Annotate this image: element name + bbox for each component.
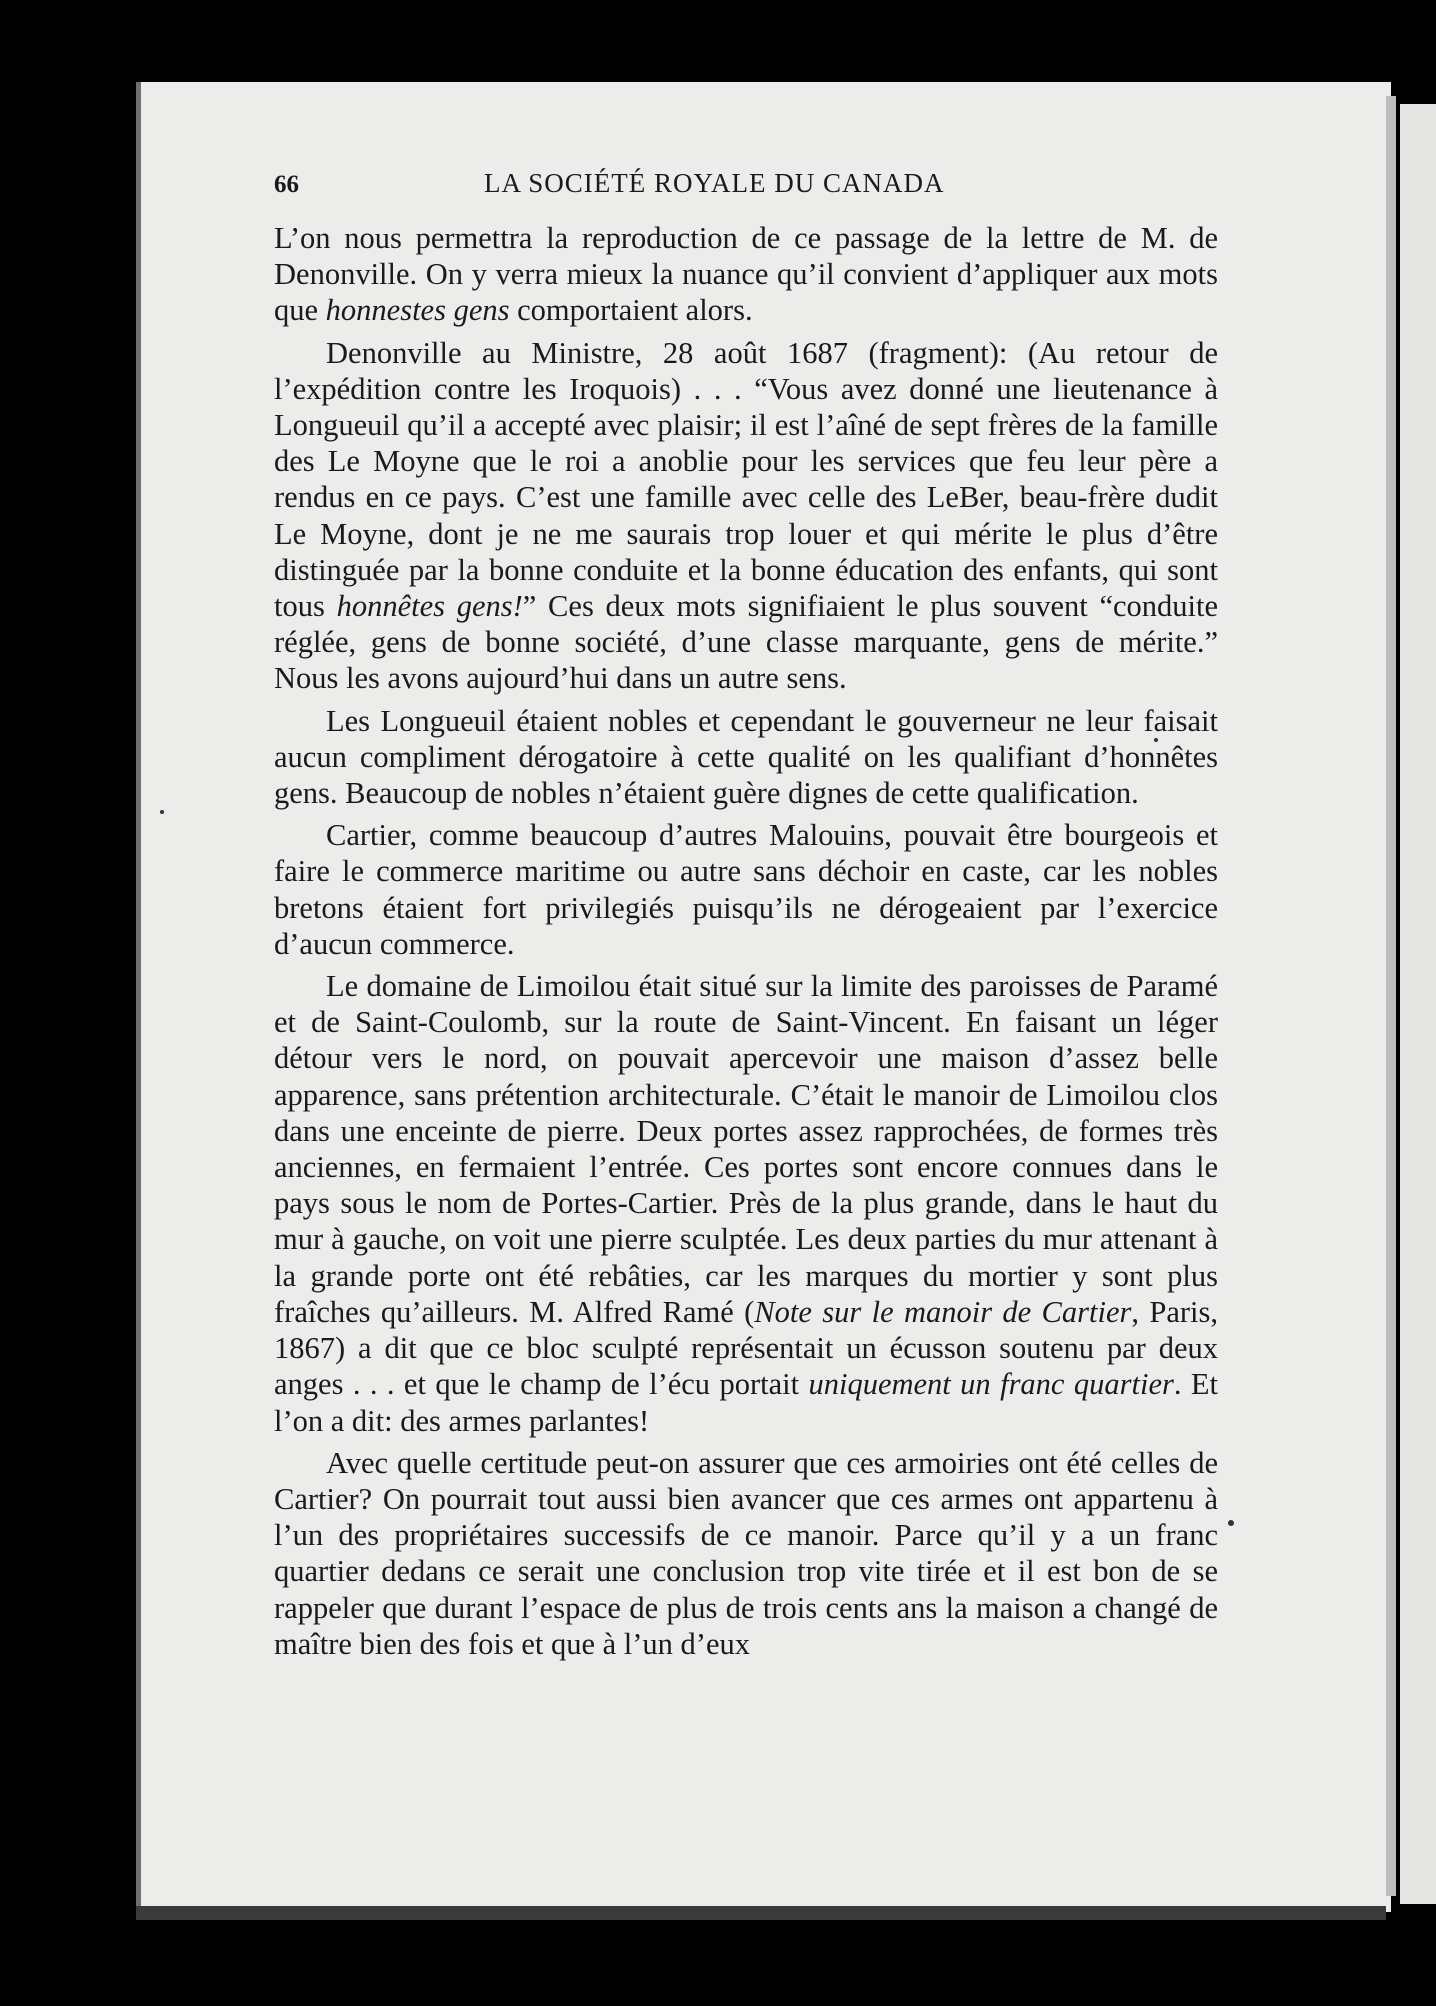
paragraph-6: Avec quelle certitude peut-on assurer que ces armoiries ont été celles de Cartier? On pourrait tout aussi bien avancer que ces armes ont appartenu à l’un des propriétaires successifs de ce manoir. Parce qu’il y a un franc quartier dedans ce serait une conclusion trop vite tirée et il est bon de se rappeler que durant l’espace de plus de trois cents ans la maison a changé de maître bien des fois et que à l’un d’eux	[274, 1445, 1218, 1661]
italic-phrase: honnestes gens	[325, 293, 510, 328]
italic-phrase: honnêtes gens!	[336, 589, 523, 624]
adjacent-page-edge	[1400, 104, 1436, 1904]
page-text	[274, 168, 1218, 1668]
page-bottom-shadow	[136, 1906, 1386, 1920]
page-number: 66	[274, 171, 299, 198]
running-head	[274, 168, 1218, 214]
page-gutter-shadow	[1386, 96, 1396, 1896]
paragraph-4: Cartier, comme beaucoup d’autres Malouins, pouvait être bourgeois et faire le commerce maritime ou autre sans déchoir en caste, car les nobles bretons étaient fort privilegiés puisqu’ils ne dérogeaient par l’exercice d’aucun commerce.	[274, 818, 1218, 961]
paragraph-3: Les Longueuil étaient nobles et cependant le gouverneur ne leur faisait aucun compliment dérogatoire à cette qualité on les qualifiant d’honnêtes gens. Beaucoup de nobles n’étaient guère dignes de cette qualification.	[274, 703, 1218, 811]
paragraph-5: Le domaine de Limoilou était situé sur la limite des paroisses de Paramé et de Saint-Coulomb, sur la route de Saint-Vincent. En faisant un léger détour vers le nord, on pouvait apercevoir une maison d’assez belle apparence, sans prétention architecturale. C’était le manoir de Limoilou clos dans une enceinte de pierre. Deux portes assez rapprochées, de formes très anciennes, en fermaient l’entrée. Ces portes sont encore connues dans le pays sous le nom de Portes-Cartier. Près de la plus grande, dans le haut du mur à gauche, on voit une pierre sculptée. Les deux parties du mur attenant à la grande porte ont été rebâties, car les marques du mortier y sont plus fraîches qu’ailleurs. M. Alfred Ramé (Note sur le manoir de Cartier, Paris, 1867) a dit que ce bloc sculpté représentait un écusson soutenu par deux anges . . . et que le champ de l’écu portait uniquement un franc quartier. Et l’on a dit: des armes parlantes!	[274, 969, 1218, 1438]
paragraph-2: Denonville au Ministre, 28 août 1687 (fragment): (Au retour de l’expédition contre les Iroquois) . . . “Vous avez donné une lieutenance à Longueuil qu’il a accepté avec plaisir; il est l’aîné de sept frères de la famille des Le Moyne que le roi a anoblie pour les services que feu leur père a rendus en ce pays. C’est une famille avec celle des LeBer, beau-frère dudit Le Moyne, dont je ne me saurais trop louer et qui mérite le plus d’être distinguée par la bonne conduite et la bonne éducation des enfants, qui sont tous honnêtes gens!” Ces deux mots signifiaient le plus souvent “conduite réglée, gens de bonne société, d’une classe marquante, gens de mérite.” Nous les avons aujourd’hui dans un autre sens.	[274, 335, 1219, 696]
scan-speck	[160, 810, 164, 814]
paragraph-1: L’on nous permettra la reproduction de ce passage de la lettre de M. de Denonville. On y verra mieux la nuance qu’il convient d’appliquer aux mots que honnestes gens comportaient alors.	[274, 221, 1218, 328]
scan-speck	[1228, 1520, 1234, 1526]
italic-title: Note sur le manoir de Cartier	[754, 1294, 1132, 1329]
italic-phrase: uniquement un franc quartier	[808, 1367, 1174, 1402]
running-title: LA SOCIÉTÉ ROYALE DU CANADA	[484, 168, 945, 198]
